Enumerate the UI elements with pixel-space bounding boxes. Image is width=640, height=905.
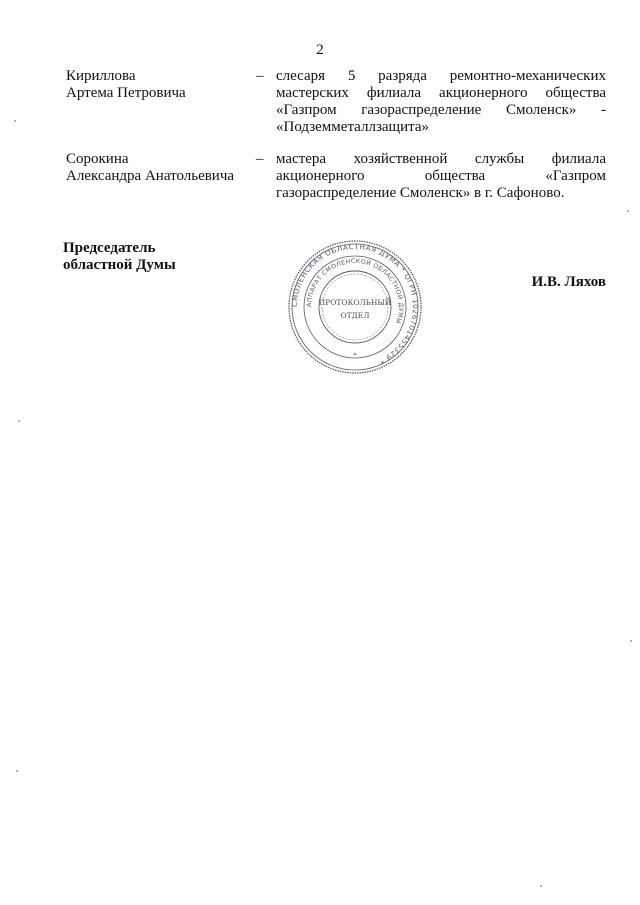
dash-separator: –	[256, 151, 264, 167]
signatory-title	[63, 240, 176, 274]
scan-speck	[630, 640, 632, 642]
svg-text:СМОЛЕНСКАЯ ОБЛАСТНАЯ ДУМА * ОГ: СМОЛЕНСКАЯ ОБЛАСТНАЯ ДУМА * ОГРН 1026701455329 *	[289, 241, 421, 367]
person-given-names: Александра Анатольевича	[66, 168, 235, 184]
person-position: слесаря 5 разряда ремонтно-механических мастерских филиала акционерного общества «Газпром газораспределение Смоленск» - «Подземметаллзащита»	[276, 68, 606, 135]
person-surname: Сорокина	[66, 151, 129, 167]
svg-text:*: *	[353, 351, 357, 360]
svg-text:ПРОТОКОЛЬНЫЙ: ПРОТОКОЛЬНЫЙ	[318, 298, 392, 307]
dash-separator: –	[256, 68, 264, 84]
official-seal	[285, 237, 425, 377]
person-name	[66, 68, 256, 102]
signatory-name: И.В. Ляхов	[531, 274, 606, 290]
page-number: 2	[316, 42, 324, 58]
scan-speck	[14, 120, 16, 122]
person-given-names: Артема Петровича	[66, 85, 186, 101]
person-position: мастера хозяйственной службы филиала акционерного общества «Газпром газораспределение Смоленск» в г. Сафоново.	[276, 151, 606, 201]
seal-graphic	[285, 237, 425, 377]
scan-speck	[540, 885, 542, 887]
signatory-title-line: Председатель	[63, 240, 156, 256]
person-surname: Кириллова	[66, 68, 136, 84]
person-name	[66, 151, 256, 185]
scan-speck	[16, 770, 18, 772]
svg-text:АППАРАТ СМОЛЕНСКОЙ ОБЛАСТНОЙ Д: АППАРАТ СМОЛЕНСКОЙ ОБЛАСТНОЙ ДУМЫ	[305, 257, 405, 325]
signatory-title-line: областной Думы	[63, 257, 176, 273]
svg-text:ОТДЕЛ: ОТДЕЛ	[340, 311, 370, 320]
scan-speck	[18, 420, 20, 422]
scan-speck	[627, 210, 629, 212]
